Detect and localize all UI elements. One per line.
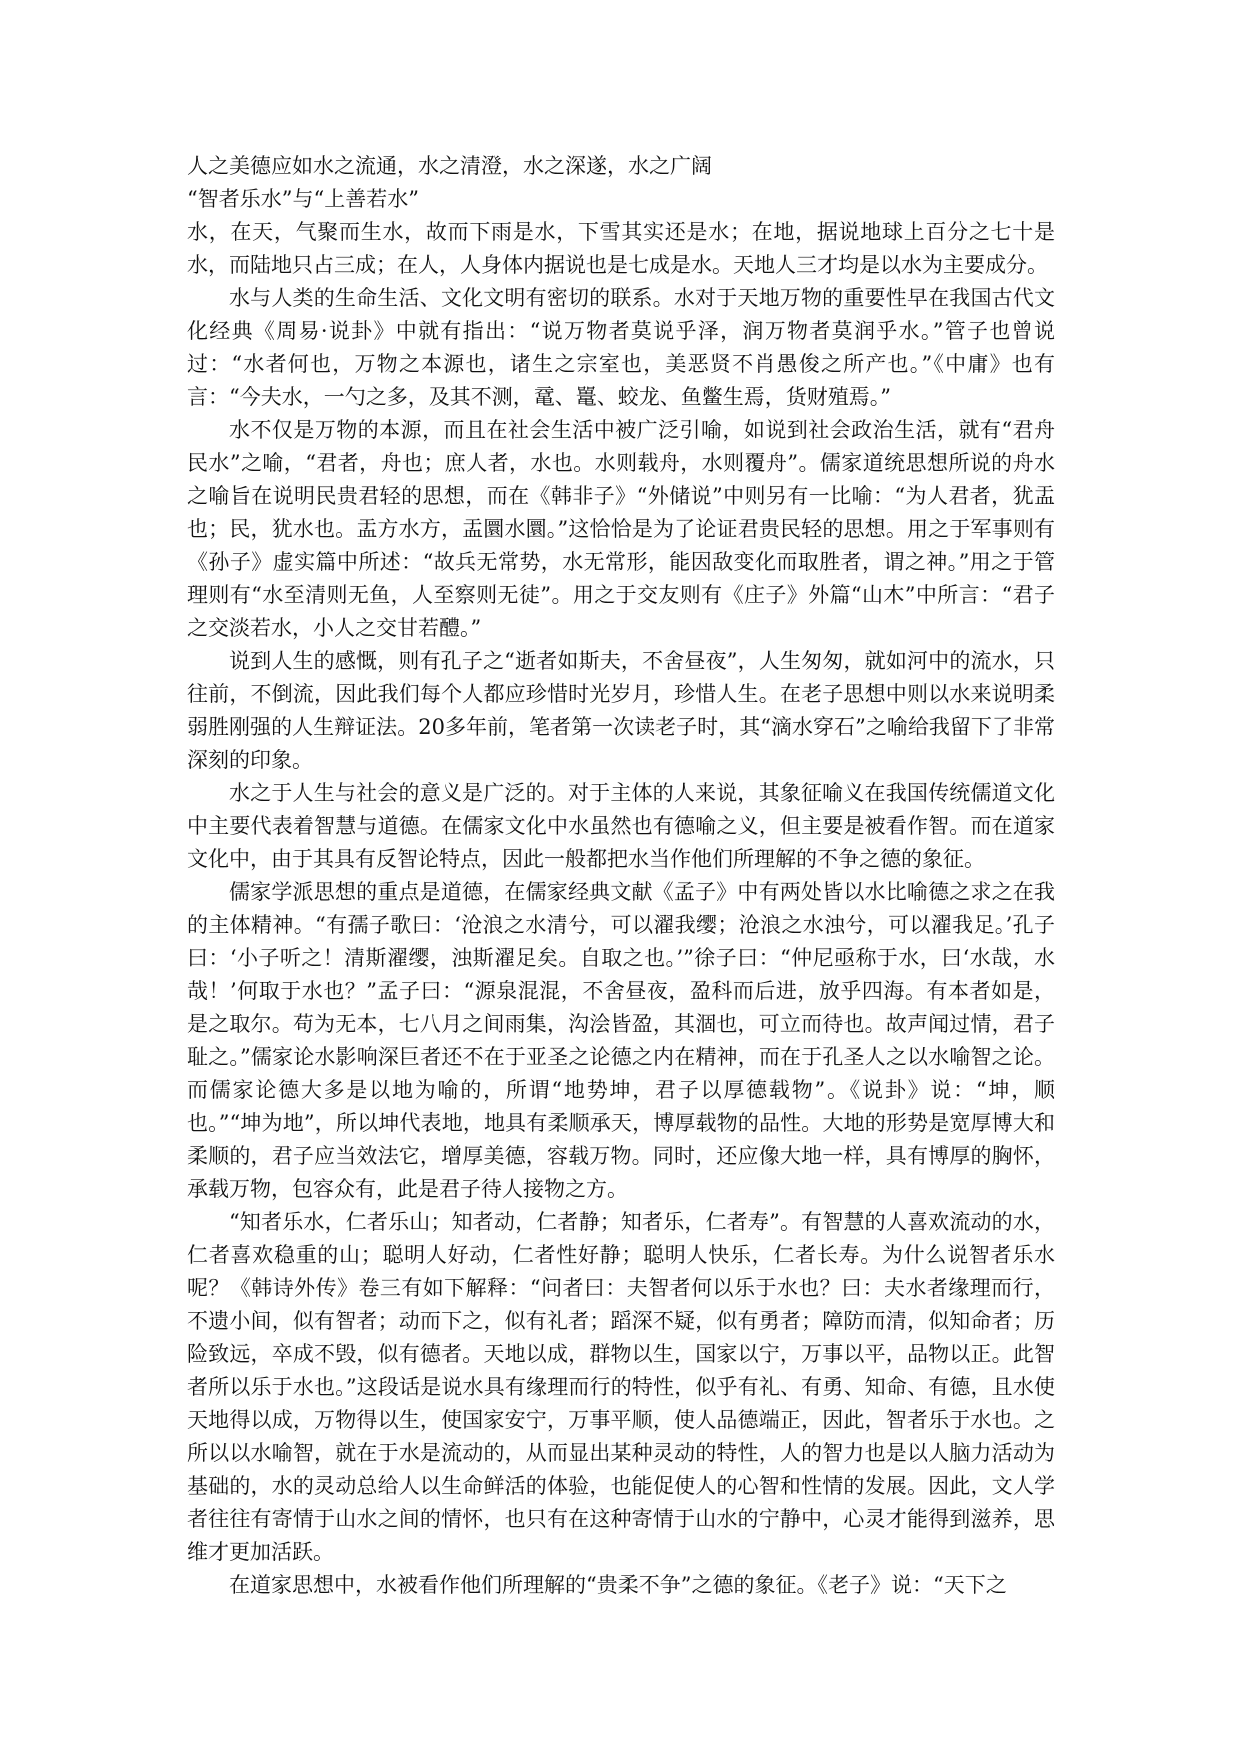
document-title: 人之美德应如水之流通，水之清澄，水之深遂，水之广阔 <box>187 154 712 178</box>
paragraph-6: 儒家学派思想的重点是道德，在儒家经典文献《孟子》中有两处皆以水比喻德之求之在我的主体精神。“有孺子歌曰：‘沧浪之水清兮，可以濯我缨；沧浪之水浊兮，可以濯我足。’孔子曰：‘小子听之！清斯濯缨，浊斯濯足矣。自取之也。’”徐子曰：“仲尼亟称于水，曰‘水哉，水哉！’何取于水也？”孟子曰：“源泉混混，不舍昼夜，盈科而后进，放乎四海。有本者如是，是之取尔。苟为无本，七八月之间雨集，沟浍皆盈，其涸也，可立而待也。故声闻过情，君子耻之。”儒家论水影响深巨者还不在于亚圣之论德之内在精神，而在于孔圣人之以水喻智之论。而儒家论德大多是以地为喻的，所谓“地势坤，君子以厚德载物”。《说卦》说：“坤，顺也。”“坤为地”，所以坤代表地，地具有柔顺承天，博厚载物的品性。大地的形势是宽厚博大和柔顺的，君子应当效法它，增厚美德，容载万物。同时，还应像大地一样，具有博厚的胸怀，承载万物，包容众有，此是君子待人接物之方。 <box>187 880 1055 1201</box>
paragraph-7: “知者乐水，仁者乐山；知者动，仁者静；知者乐，仁者寿”。有智慧的人喜欢流动的水，仁者喜欢稳重的山；聪明人好动，仁者性好静；聪明人快乐，仁者长寿。为什么说智者乐水呢？《韩诗外传》卷三有如下解释：“问者曰：夫智者何以乐于水也？曰：夫水者缘理而行，不遗小间，似有智者；动而下之，似有礼者；蹈深不疑，似有勇者；障防而清，似知命者；历险致远，卒成不毁，似有德者。天地以成，群物以生，国家以宁，万事以平，品物以正。此智者所以乐于水也。”这段话是说水具有缘理而行的特性，似乎有礼、有勇、知命、有德，且水使天地得以成，万物得以生，使国家安宁，万事平顺，使人品德端正，因此，智者乐于水也。之所以以水喻智，就在于水是流动的，从而显出某种灵动的特性，人的智力也是以人脑力活动为基础的，水的灵动总给人以生命鲜活的体验，也能促使人的心智和性情的发展。因此，文人学者往往有寄情于山水之间的情怀，也只有在这种寄情于山水的宁静中，心灵才能得到滋养，思维才更加活跃。 <box>187 1210 1055 1564</box>
paragraph-3: 水不仅是万物的本源，而且在社会生活中被广泛引喻，如说到社会政治生活，就有“君舟民水”之喻，“君者，舟也；庶人者，水也。水则载舟，水则覆舟”。儒家道统思想所说的舟水之喻旨在说明民贵君轻的思想，而在《韩非子》“外储说”中则另有一比喻：“为人君者，犹盂也；民，犹水也。盂方水方，盂圜水圜。”这恰恰是为了论证君贵民轻的思想。用之于军事则有《孙子》虚实篇中所述：“故兵无常势，水无常形，能因敌变化而取胜者，谓之神。”用之于管理则有“水至清则无鱼，人至察则无徒”。用之于交友则有《庄子》外篇“山木”中所言：“君子之交淡若水，小人之交甘若醴。” <box>187 418 1055 640</box>
paragraph-1: 水，在天，气聚而生水，故而下雨是水，下雪其实还是水；在地，据说地球上百分之七十是水，而陆地只占三成；在人，人身体内据说也是七成是水。天地人三才均是以水为主要成分。 <box>187 220 1055 277</box>
document-page <box>187 150 1055 1602</box>
paragraph-5: 水之于人生与社会的意义是广泛的。对于主体的人来说，其象征喻义在我国传统儒道文化中主要代表着智慧与道德。在儒家文化中水虽然也有德喻之义，但主要是被看作智。而在道家文化中，由于其具有反智论特点，因此一般都把水当作他们所理解的不争之德的象征。 <box>187 781 1055 871</box>
document-subtitle: “智者乐水”与“上善若水” <box>187 187 419 211</box>
paragraph-8: 在道家思想中，水被看作他们所理解的“贵柔不争”之德的象征。《老子》说：“天下之 <box>229 1573 1007 1597</box>
paragraph-4: 说到人生的感慨，则有孔子之“逝者如斯夫，不舍昼夜”，人生匆匆，就如河中的流水，只往前，不倒流，因此我们每个人都应珍惜时光岁月，珍惜人生。在老子思想中则以水来说明柔弱胜刚强的人生辩证法。20多年前，笔者第一次读老子时，其“滴水穿石”之喻给我留下了非常深刻的印象。 <box>187 649 1055 772</box>
paragraph-2: 水与人类的生命生活、文化文明有密切的联系。水对于天地万物的重要性早在我国古代文化经典《周易·说卦》中就有指出：“说万物者莫说乎泽，润万物者莫润乎水。”管子也曾说过：“水者何也，万物之本源也，诸生之宗室也，美恶贤不肖愚俊之所产也。”《中庸》也有言：“今夫水，一勺之多，及其不测，鼋、鼍、蛟龙、鱼鳖生焉，货财殖焉。” <box>187 286 1055 409</box>
